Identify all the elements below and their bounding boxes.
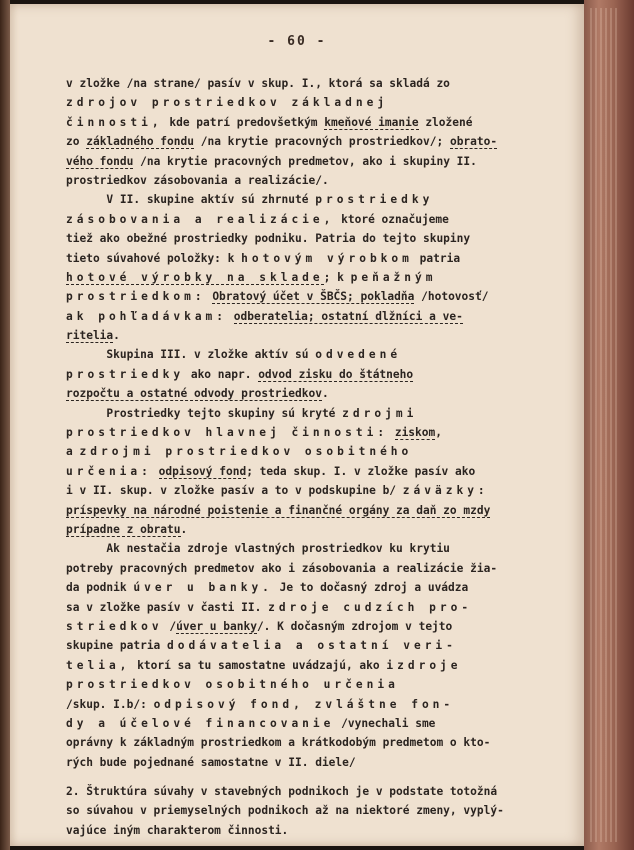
spaced-term: prostriedkov hlavnej činnosti: <box>66 426 389 440</box>
spaced-term: telia, <box>66 658 131 672</box>
text-line <box>66 190 576 209</box>
spaced-term: záväzky: <box>402 484 489 498</box>
text-line <box>66 404 576 423</box>
underlined-term: odpisový fond <box>158 464 247 478</box>
spaced-term: zdrojmi prostriedkov osobitného <box>79 445 413 459</box>
text-line <box>66 801 576 820</box>
text-segment: i v II. skup. v zložke pasív a to v podskupine b/ <box>66 484 403 498</box>
text-line <box>66 345 576 364</box>
text-line <box>66 782 576 801</box>
text-line <box>66 384 576 403</box>
text-segment: . <box>321 387 329 401</box>
text-segment: patria <box>412 251 461 265</box>
text-line <box>66 539 576 558</box>
text-line <box>66 578 576 597</box>
text-line <box>66 423 576 442</box>
underlined-term: Obratový účet v ŠBČS; pokladňa <box>212 290 415 304</box>
text-line <box>66 695 576 714</box>
text-segment: ktorí sa tu samostatne uvádzajú, ako <box>130 658 387 672</box>
text-segment: vajúce iným charakterom činnosti. <box>66 823 289 837</box>
book-spine <box>0 0 10 850</box>
text-line <box>66 733 576 752</box>
spaced-term: prostriedkom: <box>66 290 206 304</box>
text-segment: kde patrí predovšetkým <box>162 115 325 129</box>
text-segment: da podnik <box>66 581 134 595</box>
spaced-term: hotovým výrobkom <box>241 251 413 265</box>
typewritten-text <box>66 74 576 840</box>
underlined-term: prípadne z obratu <box>66 522 181 536</box>
text-segment: /na krytie pracovných predmetov, ako i skupiny II. <box>133 154 477 168</box>
text-segment: Skupina III. v zložke aktív sú <box>66 348 316 362</box>
text-line <box>66 365 576 384</box>
text-line <box>66 229 576 248</box>
page-number: - 60 - <box>267 34 327 49</box>
text-segment <box>152 465 159 478</box>
text-segment: . <box>180 522 188 536</box>
text-segment <box>227 310 234 323</box>
underlined-term: vého fondu <box>66 154 134 168</box>
text-segment: skupine patria <box>66 639 168 653</box>
spaced-term: zásobovania a realizácie, <box>66 212 335 226</box>
text-segment: 2. Štruktúra súvahy v stavebných podnikoch je v podstate totožná <box>66 785 498 799</box>
text-line <box>66 132 576 151</box>
underlined-term: kmeňové imanie <box>324 115 419 129</box>
text-line <box>66 442 576 461</box>
spaced-term: zdrojov prostriedkov základnej <box>66 96 389 110</box>
underlined-term: základného fondu <box>86 135 194 149</box>
underlined-term: odberatelia; ostatní dlžníci a ve- <box>233 309 463 323</box>
spaced-term: odpisový fond, zvláštne fon- <box>153 697 455 711</box>
text-segment: / <box>162 619 177 633</box>
text-line <box>66 74 576 93</box>
underlined-term: ziskom <box>394 426 436 440</box>
spaced-term: ak pohľadávkam: <box>66 309 228 323</box>
spaced-term: činnosti, <box>66 115 163 129</box>
text-line <box>66 268 576 287</box>
spaced-term: odvedené <box>315 348 402 362</box>
text-segment: tiež ako obežné prostriedky podniku. Patria do tejto skupiny <box>66 232 471 246</box>
facing-page-edge <box>584 0 634 850</box>
text-segment: v zložke /na strane/ pasív v skup. I., ktorá sa skladá zo <box>66 77 450 90</box>
text-line <box>66 171 576 190</box>
text-segment: /na krytie pracovných prostriedkov/; <box>194 135 450 149</box>
spaced-term: prostriedky <box>315 193 434 207</box>
text-segment: /. K dočasným zdrojom v tejto <box>256 619 453 633</box>
text-line <box>66 93 576 112</box>
text-segment: Je to dočasný zdroj a uvádza <box>272 581 469 595</box>
text-line <box>66 462 576 481</box>
text-segment: . <box>113 329 120 343</box>
text-segment: ako napr. <box>184 367 259 381</box>
underlined-term: príspevky na národné poistenie a finančné orgány za daň zo mzdy <box>66 503 491 517</box>
text-line <box>66 210 576 229</box>
underlined-term: hotové výrobky na sklade <box>66 270 324 284</box>
text-line <box>66 113 576 132</box>
text-segment: oprávny k základným prostriedkom a krátkodobým predmetom o kto- <box>66 736 491 750</box>
text-line <box>66 598 576 617</box>
spaced-term: zdrojmi <box>342 406 418 420</box>
underlined-term: obrato- <box>449 135 498 149</box>
book-page <box>10 4 584 846</box>
text-segment: /hotovosť/ <box>414 290 489 304</box>
text-line <box>66 559 576 578</box>
text-line <box>66 287 576 306</box>
text-line <box>66 307 576 326</box>
text-line <box>66 675 576 694</box>
text-segment: Prostriedky tejto skupiny sú kryté <box>66 406 343 420</box>
text-line <box>66 753 576 772</box>
spaced-term: peňažným <box>350 270 437 284</box>
underlined-term: úver u banky <box>176 619 257 633</box>
text-line <box>66 152 576 171</box>
underlined-term: ritelia <box>66 329 114 343</box>
text-segment: so súvahou v priemyselných podnikoch až na niektoré zmeny, vyplý- <box>66 804 504 818</box>
spaced-term: izdroje <box>386 658 462 672</box>
text-line <box>66 326 576 345</box>
spaced-term: dy a účelové financovanie <box>66 716 335 730</box>
text-segment: zložené <box>418 115 473 129</box>
spaced-term: striedkov <box>66 619 163 633</box>
text-segment: /skup. I.b/: <box>66 697 154 711</box>
text-line <box>66 520 576 539</box>
text-line <box>66 249 576 268</box>
text-segment: a <box>66 445 80 459</box>
underlined-term: odvod zisku do štátneho <box>258 367 414 381</box>
text-line <box>66 481 576 500</box>
text-segment: potreby pracovných predmetov ako i zásobovania a realizácie žia- <box>66 561 498 575</box>
text-segment: , <box>435 426 442 440</box>
spaced-term: prostriedkov osobitného určenia <box>66 678 399 692</box>
text-segment <box>388 426 395 439</box>
text-line <box>66 821 576 840</box>
text-segment: Ak nestačia zdroje vlastných prostriedkov ku krytiu <box>66 542 450 556</box>
text-segment: zo <box>66 135 87 149</box>
spaced-term: prostriedky <box>66 367 185 381</box>
text-line <box>66 636 576 655</box>
text-segment: ; teda skup. I. v zložke pasív ako <box>246 464 476 478</box>
text-segment: /vynechali sme <box>334 716 436 730</box>
spaced-term: úver u banky. <box>133 581 273 595</box>
text-segment: V II. skupine aktív sú zhrnuté <box>66 193 316 207</box>
text-segment: ktoré označujeme <box>334 212 449 226</box>
paragraph-gap <box>66 772 576 782</box>
text-line <box>66 656 576 675</box>
text-segment: ; k <box>323 270 351 284</box>
underlined-term: rozpočtu a ostatné odvody prostriedkov <box>66 387 322 401</box>
spaced-term: zdroje cudzích pro- <box>268 600 473 614</box>
text-line <box>66 617 576 636</box>
spaced-term: dodávatelia a ostatní veri- <box>167 639 457 653</box>
text-line <box>66 501 576 520</box>
text-line <box>66 714 576 733</box>
spaced-term: určenia: <box>66 464 152 478</box>
text-segment: sa v zložke pasív v časti II. <box>66 600 269 614</box>
text-segment: tieto súvahové položky: k <box>66 251 242 265</box>
text-segment: prostriedkov zásobovania a realizácie/. <box>66 173 329 187</box>
text-segment: rých bude pojednané samostatne v II. diele/ <box>66 755 356 769</box>
